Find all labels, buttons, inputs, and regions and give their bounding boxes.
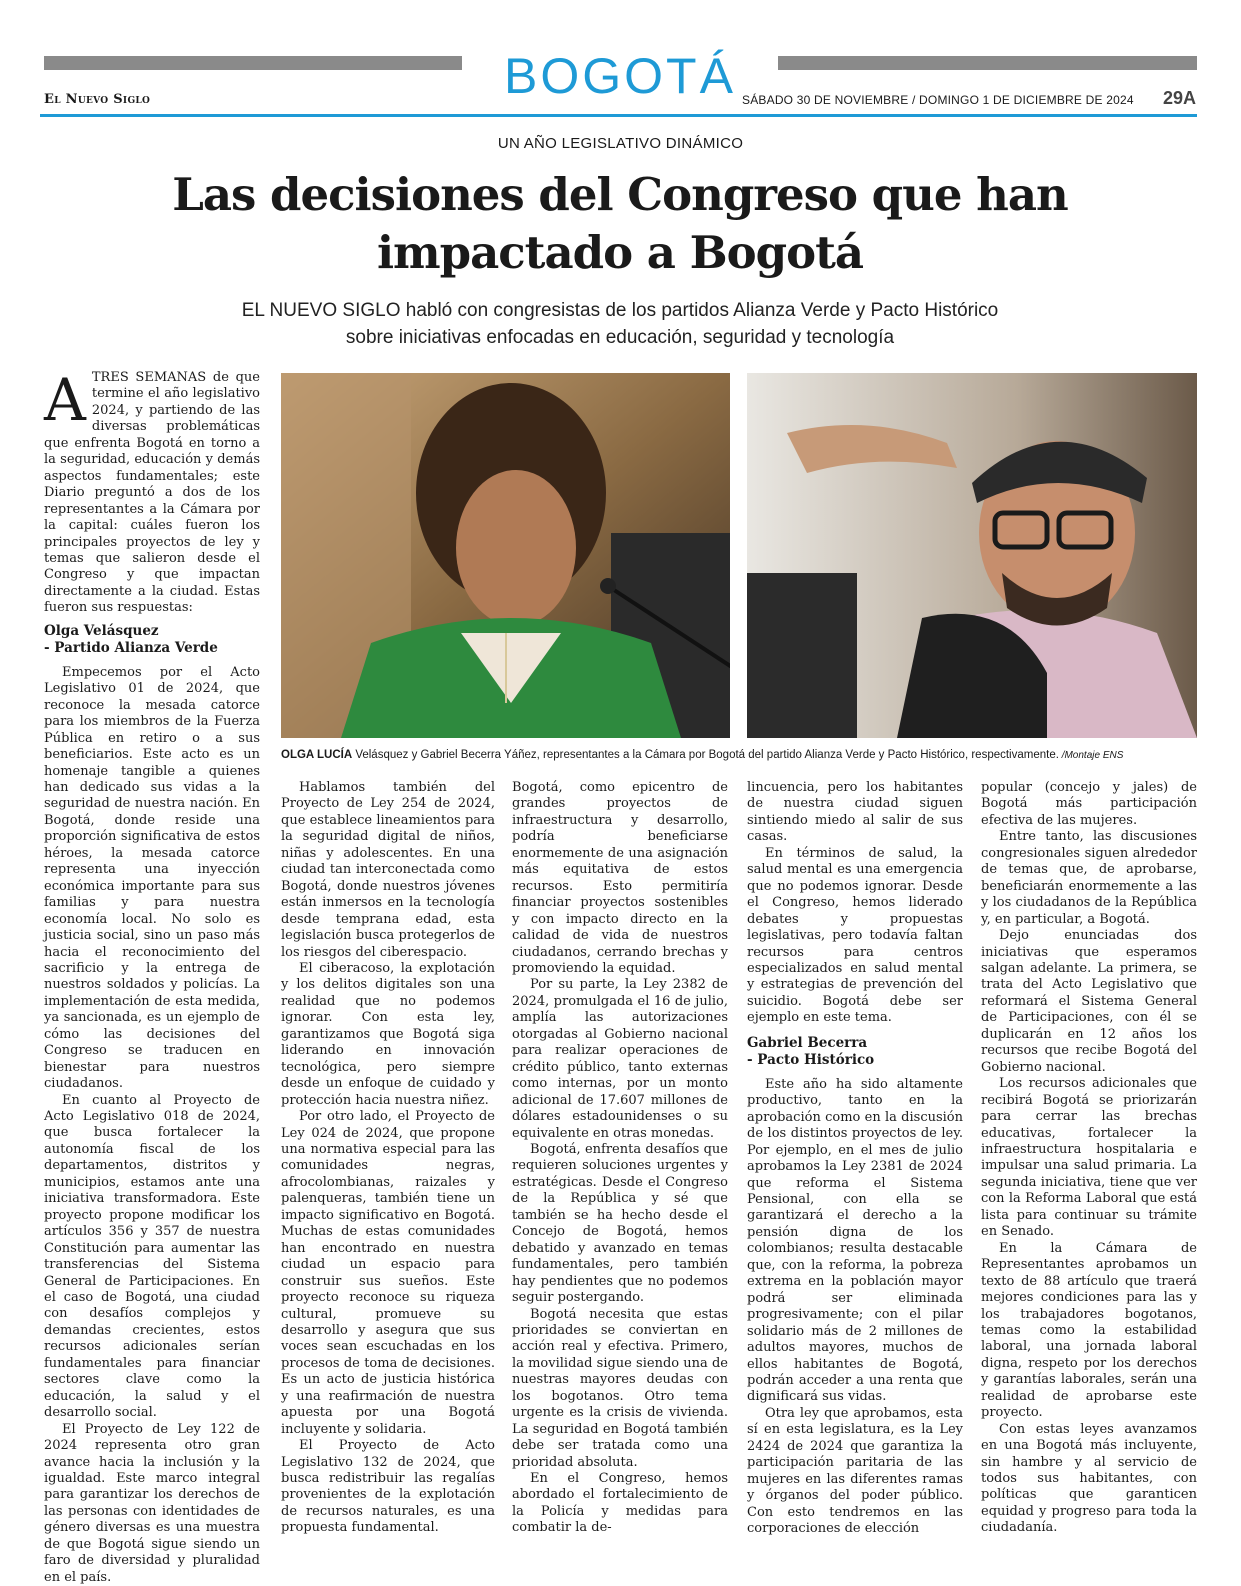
paragraph: Bogotá, como epicentro de grandes proyectos de infraestructura y desarrollo, podría beneficiarse enormemente de una asignación más equitativa de estos recursos. Esto permitiría financiar proyectos sostenibles y con impacto directo en la calidad de vida de nuestros ciudadanos, cerrando brechas y promoviendo la equidad. (512, 780, 728, 976)
paragraph: Con estas leyes avanzamos en una Bogotá más incluyente, sin hambre y al servicio de todos sus habitantes, con políticas que garanticen equidad y progreso para toda la ciudadanía. (981, 1421, 1197, 1536)
deck-line-1: EL NUEVO SIGLO habló con congresistas de los partidos Alianza Verde y Pacto Histórico (241, 300, 999, 321)
paragraph: Otra ley que aprobamos, esta sí en esta legislatura, es la Ley 2424 de 2024 que garantiza la participación paritaria de las mujeres en las diferentes ramas y órganos del poder público. Con esto tendremos en las corporaciones de elección (747, 1405, 963, 1537)
subhead-olga-party: - Partido Alianza Verde (44, 639, 218, 656)
deck (150, 297, 1090, 351)
paragraph: Los recursos adicionales que recibirá Bogotá se priorizarán para cerrar las brechas educativas, fortalecer la infraestructura hospitalaria e impulsar una salud primaria. La segunda iniciativa, tiene que ver con la Reforma Laboral que está lista para continuar su trámite en Senado. (981, 1076, 1197, 1240)
paragraph: Dejo enunciadas dos iniciativas que esperamos salgan adelante. La primera, se trata del Acto Legislativo que reformará el Sistema General de Participaciones, con él se duplicarán en 12 años los recursos que recibe Bogotá del Gobierno nacional. (981, 928, 1197, 1075)
photo-caption (281, 748, 1201, 763)
headline: Las decisiones del Congreso que han impactado a Bogotá (172, 168, 1068, 279)
paragraph: El Proyecto de Ley 122 de 2024 representa otro gran avance hacia la inclusión y la igualdad. Este marco integral para garantizar los derechos de las personas con identidades de género diversas es una muestra de que Bogotá sigue siendo un faro de diversidad y pluralidad en el país. (44, 1421, 260, 1585)
deck-line-2: sobre iniciativas enfocadas en educación, seguridad y tecnología (345, 327, 895, 348)
paragraph: El Proyecto de Acto Legislativo 132 de 2024, que busca redistribuir las regalías provenientes de la explotación de recursos naturales, es una propuesta fundamental. (281, 1438, 495, 1536)
paragraph: Empecemos por el Acto Legislativo 01 de 2024, que reconoce la mesada catorce para los miembros de la Fuerza Pública en retiro o a sus beneficiarios. Este acto es un homenaje tangible a quienes han dedicado sus vidas a la seguridad de nuestra nación. En Bogotá, donde reside una proporción significativa de estos héroes, la mesada catorce representa una inyección económica importante para sus familias y para nuestra economía local. No solo es justicia social, sino un paso más hacia el reconocimiento del sacrificio y la entrega de nuestros soldados y policías. La implementación de esta medida, ya sancionada, es un ejemplo de cómo las decisiones del Congreso se traducen en bienestar para nuestros ciudadanos. (44, 664, 260, 1092)
paragraph: popular (concejo y jales) de Bogotá más participación efectiva de las mujeres. (981, 780, 1197, 828)
paragraph: Por su parte, la Ley 2382 de 2024, promulgada el 16 de julio, amplía las autorizaciones otorgadas al Gobierno nacional para realizar operaciones de crédito público, tanto externas como internas, por un monto adicional de 17.607 millones de dólares estadounidenses o su equivalente en otras monedas. (512, 977, 728, 1141)
paragraph: Hablamos también del Proyecto de Ley 254 de 2024, que establece lineamientos para la seguridad digital de niños, niñas y adolescentes. En una ciudad tan interconectada como Bogotá, donde nuestros jóvenes están inmersos en la tecnología desde temprana edad, esta legislación busca protegerlos de los riesgos del ciberespacio. (281, 780, 495, 960)
paragraph: Entre tanto, las discusiones congresionales siguen alrededor de temas que, de aprobarse, beneficiarán enormemente a las y los ciudadanos de la República y, en particular, a Bogotá. (981, 829, 1197, 927)
paragraph: lincuencia, pero los habitantes de nuestra ciudad siguen sintiendo miedo al salir de sus casas. (747, 780, 963, 845)
caption-text: Velásquez y Gabriel Becerra Yáñez, representantes a la Cámara por Bogotá del partido Alianza Verde y Pacto Histórico, respectivamente. (352, 749, 1059, 761)
column-3 (512, 780, 728, 1537)
column-1 (44, 366, 260, 1586)
paragraph: Bogotá necesita que estas prioridades se conviertan en acción real y efectiva. Primero, la movilidad sigue siendo una de nuestras mayores deudas con los bogotanos. Otro tema urgente es la crisis de vivienda. La seguridad en Bogotá también debe ser tratada como una prioridad absoluta. (512, 1306, 728, 1470)
photo-gabriel-becerra (747, 373, 1197, 738)
header-bar-left (44, 56, 462, 70)
subhead-olga (44, 623, 260, 657)
subhead-gabriel (747, 1035, 963, 1069)
subhead-gabriel-party: - Pacto Histórico (747, 1051, 875, 1068)
masthead: El Nuevo Siglo (44, 92, 151, 107)
subhead-olga-name: Olga Velásquez (44, 622, 159, 639)
kicker: UN AÑO LEGISLATIVO DINÁMICO (497, 135, 744, 152)
paragraph: En el Congreso, hemos abordado el fortalecimiento de la Policía y medidas para combatir la de- (512, 1471, 728, 1536)
section-title: BOGOTÁ (504, 48, 736, 104)
header-bar-right (778, 56, 1197, 70)
paragraph: Por otro lado, el Proyecto de Ley 024 de 2024, que propone una normativa especial para las comunidades negras, afrocolombianas, raizales y palenqueras, también tiene un impacto significativo en Bogotá. Muchas de estas comunidades han encontrado en nuestra ciudad un espacio para construir sus sueños. Este proyecto reconoce su riqueza cultural, promueve su desarrollo y asegura que sus voces sean escuchadas en los procesos de toma de decisiones. Es un acto de justicia histórica y una reafirmación de nuestra apuesta por una Bogotá incluyente y solidaria. (281, 1109, 495, 1437)
paragraph: Este año ha sido altamente productivo, tanto en la aprobación como en la discusión de los distintos proyectos de ley. Por ejemplo, en el mes de julio aprobamos la Ley 2381 de 2024 que reforma el Sistema Pensional, con ella se garantizará el derecho a la pensión digna de los colombianos; resulta destacable que, con la reforma, la pobreza extrema en la población mayor podrá ser eliminada progresivamente; con el pilar solidario más de 2 millones de adultos mayores, muchos de ellos habitantes de Bogotá, podrán acceder a una renta que dignificará sus vidas. (747, 1076, 963, 1405)
paragraph: El ciberacoso, la explotación y los delitos digitales son una realidad que no podemos ignorar. Con esta ley, garantizamos que Bogotá siga liderando en innovación tecnológica, pero siempre desde un enfoque de cuidado y protección hacia nuestra niñez. (281, 960, 495, 1108)
drop-cap: A (44, 366, 86, 434)
intro-lead: TRES SEMANAS (91, 370, 207, 385)
column-2 (281, 780, 495, 1537)
header-rule (40, 114, 1197, 117)
paragraph: En la Cámara de Representantes aprobamos un texto de 88 artículo que traerá mejores condiciones para las y los trabajadores bogotanos, temas como la estabilidad laboral, una jornada laboral digna, respeto por los derechos y garantías laborales, serán una realidad de aprobarse este proyecto. (981, 1240, 1197, 1421)
intro-text: de que termine el año legislativo 2024, y partiendo de las diversas problemáticas que enfrenta Bogotá en torno a la seguridad, educación y demás aspectos fundamentales; este Diario preguntó a dos de los representantes a la Cámara por la capital: cuáles fueron los principales proyectos de ley y temas que salieron desde el Congreso y que impactan directamente a la ciudad. Estas fueron sus respuestas: (44, 370, 260, 616)
page-number: 29A (1163, 88, 1197, 108)
dateline: SÁBADO 30 DE NOVIEMBRE / DOMINGO 1 DE DICIEMBRE DE 2024 (742, 93, 1134, 107)
intro-paragraph (44, 366, 260, 617)
subhead-gabriel-name: Gabriel Becerra (747, 1034, 868, 1051)
paragraph: Bogotá, enfrenta desafíos que requieren soluciones urgentes y estratégicas. Desde el Congreso de la República y sé que también se ha hecho desde el Concejo de Bogotá, hemos debatido y avanzado en temas fundamentales, pero también hay pendientes que no podemos seguir postergando. (512, 1141, 728, 1306)
column-5 (981, 780, 1197, 1537)
photo-olga-velasquez (281, 373, 730, 738)
paragraph: En términos de salud, la salud mental es una emergencia que no podemos ignorar. Desde el Congreso, hemos liderado debates y propuestas legislativas, pero todavía faltan recursos para centros especializados en salud mental y estrategias de prevención del suicidio. Bogotá debe ser ejemplo en este tema. (747, 845, 963, 1026)
caption-lead: OLGA LUCÍA (281, 749, 353, 761)
caption-credit: /Montaje ENS (1058, 750, 1124, 761)
column-4 (747, 780, 963, 1537)
paragraph: En cuanto al Proyecto de Acto Legislativo 018 de 2024, que busca fortalecer la autonomía fiscal de los departamentos, distritos y municipios, estamos ante una iniciativa transformadora. Este proyecto propone modificar los artículos 356 y 357 de nuestra Constitución para aumentar las transferencias del Sistema General de Participaciones. En el caso de Bogotá, una ciudad con desafíos complejos y demandas crecientes, estos recursos adicionales serían fundamentales para financiar sectores clave como la educación, la salud y el desarrollo social. (44, 1092, 260, 1421)
